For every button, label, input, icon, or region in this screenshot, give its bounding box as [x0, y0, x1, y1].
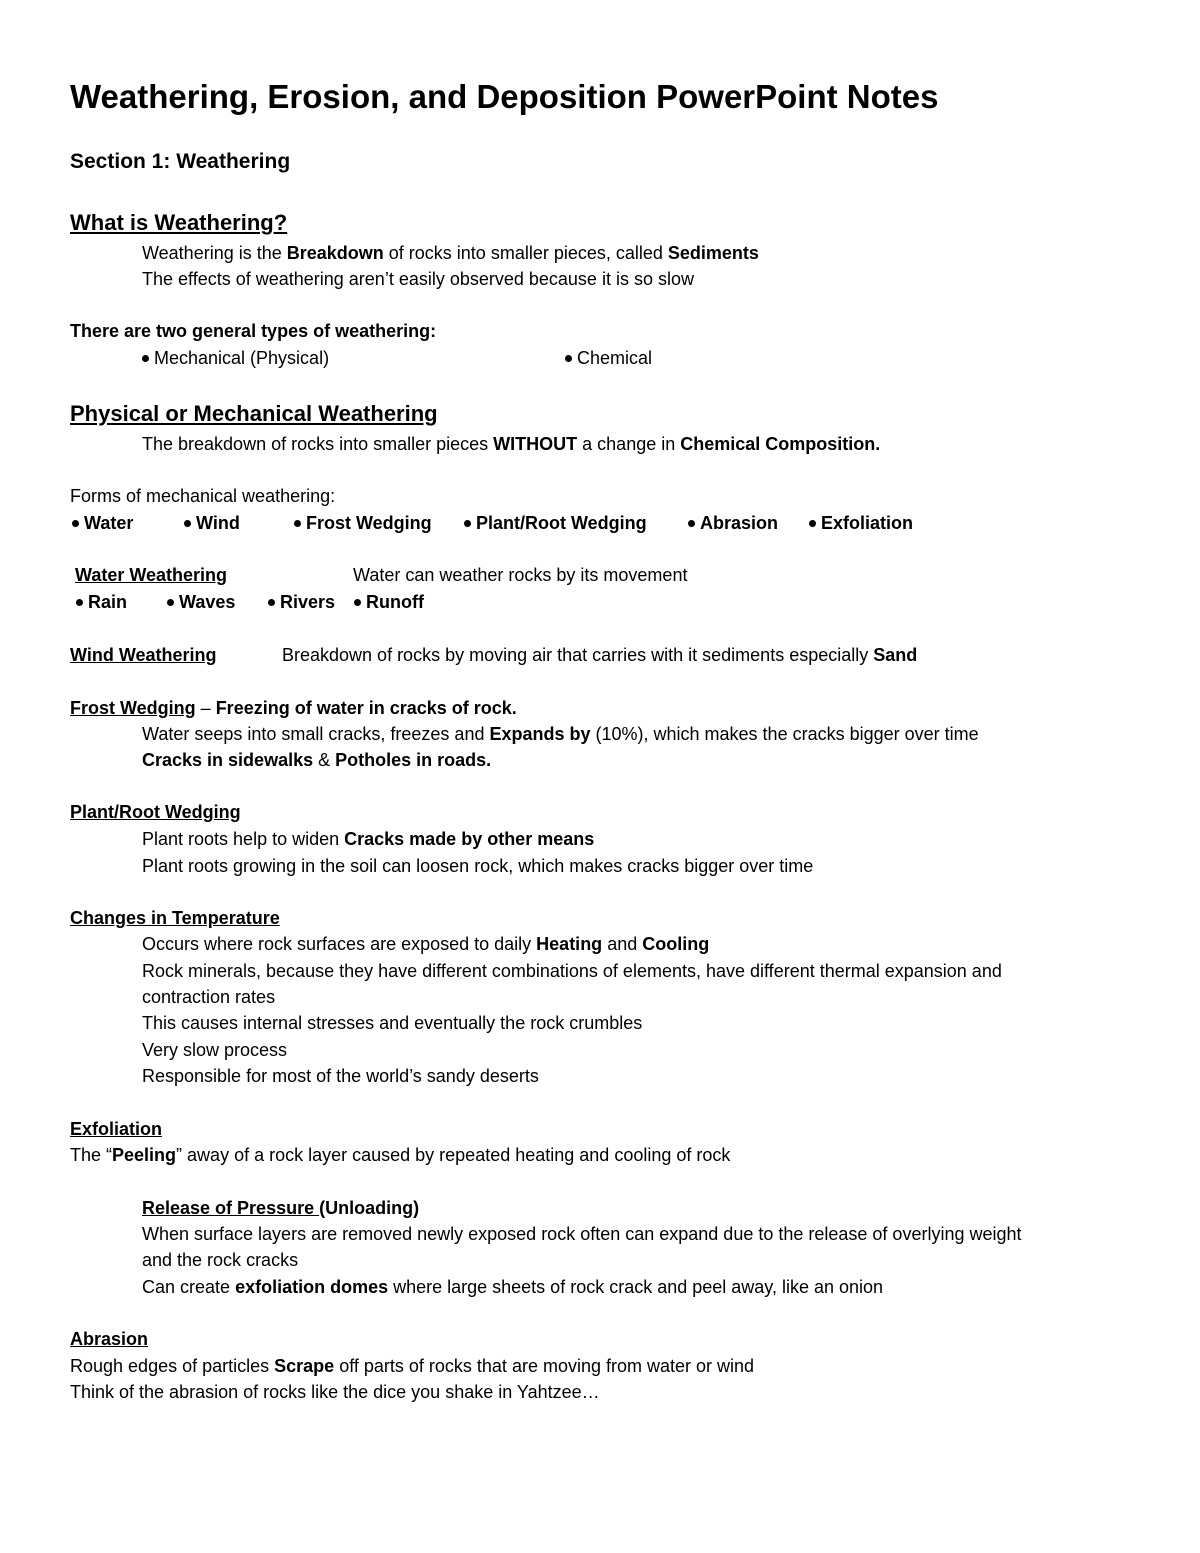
text-run-bold: Sediments — [667, 243, 759, 263]
release-heading: Release of Pressure — [142, 1198, 320, 1218]
text-run: Water seeps into small cracks, freezes and — [142, 724, 490, 744]
text-run: – — [195, 698, 216, 718]
text-run-bold: Sand — [873, 645, 918, 665]
form-water — [72, 512, 133, 534]
text-run: and — [602, 934, 643, 954]
abrasion-heading: Abrasion — [70, 1329, 149, 1349]
wind-description — [282, 644, 917, 666]
water-waves — [167, 591, 235, 613]
water-runoff — [354, 591, 424, 613]
text-run: Rough edges of particles — [70, 1356, 275, 1376]
text-run-bold: Chemical Composition. — [680, 434, 881, 454]
forms-heading: Forms of mechanical weathering: — [70, 486, 336, 506]
temp-line-3: contraction rates — [142, 987, 276, 1007]
frost-subtitle: Freezing of water in cracks of rock. — [215, 698, 517, 718]
release-line-1: When surface layers are removed newly exposed rock often can expand due to the release of overlying weight — [142, 1224, 1022, 1244]
type-mechanical — [142, 347, 329, 369]
bullet-icon — [565, 355, 572, 362]
text-run: Plant roots help to widen — [142, 829, 345, 849]
type-label: Mechanical (Physical) — [154, 348, 330, 368]
temp-line-6: Responsible for most of the world’s sandy deserts — [142, 1066, 539, 1086]
text-run-bold: Cracks in sidewalks — [142, 750, 314, 770]
bullet-icon — [294, 520, 301, 527]
document-title: Weathering, Erosion, and Deposition PowerPoint Notes — [70, 78, 939, 115]
text-run-bold: Heating — [536, 934, 603, 954]
temp-line-2: Rock minerals, because they have different combinations of elements, have different thermal expansion and — [142, 961, 1002, 981]
form-exfoliation — [809, 512, 913, 534]
type-label: Chemical — [577, 348, 653, 368]
bullet-icon — [167, 599, 174, 606]
wind-heading: Wind Weathering — [70, 645, 217, 665]
bullet-icon — [72, 520, 79, 527]
release-paren: (Unloading) — [319, 1198, 420, 1218]
frost-heading: Frost Wedging — [70, 698, 196, 718]
form-wind — [184, 512, 240, 534]
water-rivers — [268, 591, 335, 613]
form-label: Abrasion — [700, 513, 779, 533]
physical-definition — [142, 433, 880, 455]
water-item-label: Runoff — [366, 592, 424, 612]
text-run: The breakdown of rocks into smaller pieces — [142, 434, 494, 454]
text-run-bold: Potholes in roads. — [335, 750, 492, 770]
plant-line-1 — [142, 828, 594, 850]
exfoliation-line-1 — [70, 1144, 730, 1166]
text-run-bold: WITHOUT — [493, 434, 578, 454]
text-run: The “ — [70, 1145, 113, 1165]
physical-heading: Physical or Mechanical Weathering — [70, 401, 438, 426]
text-run-bold: Cooling — [642, 934, 710, 954]
types-heading: There are two general types of weathering: — [70, 321, 437, 341]
text-run-bold: Breakdown — [286, 243, 384, 263]
text-run: a change in — [577, 434, 681, 454]
form-label: Water — [84, 513, 134, 533]
text-run-bold: Peeling — [112, 1145, 177, 1165]
text-run: off parts of rocks that are moving from water or wind — [334, 1356, 755, 1376]
bullet-icon — [268, 599, 275, 606]
release-line-3 — [142, 1276, 883, 1298]
temp-line-4: This causes internal stresses and eventually the rock crumbles — [142, 1013, 643, 1033]
text-run: Occurs where rock surfaces are exposed to daily — [142, 934, 537, 954]
bullet-icon — [142, 355, 149, 362]
form-abrasion — [688, 512, 778, 534]
text-run-bold: Cracks made by other means — [344, 829, 595, 849]
frost-heading-line — [70, 697, 517, 719]
bullet-icon — [464, 520, 471, 527]
water-item-label: Waves — [179, 592, 236, 612]
what-heading: What is Weathering? — [70, 210, 288, 235]
water-rain — [76, 591, 127, 613]
text-run: (10%), which makes the cracks bigger over time — [590, 724, 979, 744]
water-heading: Water Weathering — [75, 565, 228, 585]
text-run: Weathering is the — [142, 243, 287, 263]
bullet-icon — [76, 599, 83, 606]
text-run-bold: Scrape — [274, 1356, 335, 1376]
exfoliation-heading: Exfoliation — [70, 1119, 163, 1139]
abrasion-line-1 — [70, 1355, 754, 1377]
water-item-label: Rivers — [280, 592, 336, 612]
form-label: Exfoliation — [821, 513, 914, 533]
bullet-icon — [184, 520, 191, 527]
text-run: where large sheets of rock crack and peel away, like an onion — [388, 1277, 884, 1297]
bullet-icon — [809, 520, 816, 527]
release-heading-line — [142, 1197, 419, 1219]
water-item-label: Rain — [88, 592, 128, 612]
text-run: & — [313, 750, 336, 770]
what-line-1 — [142, 242, 759, 264]
text-run: of rocks into smaller pieces, called — [383, 243, 668, 263]
form-label: Wind — [196, 513, 240, 533]
text-run: Can create — [142, 1277, 236, 1297]
bullet-icon — [354, 599, 361, 606]
temp-line-1 — [142, 933, 709, 955]
release-line-2: and the rock cracks — [142, 1250, 299, 1270]
form-label: Plant/Root Wedging — [476, 513, 647, 533]
text-run-bold: Expands by — [489, 724, 591, 744]
text-run: Breakdown of rocks by moving air that carries with it sediments especially — [282, 645, 874, 665]
temp-line-5: Very slow process — [142, 1040, 288, 1060]
water-description: Water can weather rocks by its movement — [353, 565, 688, 585]
plant-heading: Plant/Root Wedging — [70, 802, 241, 822]
text-run: ” away of a rock layer caused by repeated heating and cooling of rock — [176, 1145, 731, 1165]
plant-line-2: Plant roots growing in the soil can loosen rock, which makes cracks bigger over time — [142, 856, 814, 876]
section-title: Section 1: Weathering — [70, 150, 291, 173]
frost-line-2 — [142, 749, 491, 771]
bullet-icon — [688, 520, 695, 527]
text-run-bold: exfoliation domes — [235, 1277, 389, 1297]
form-frost-wedging — [294, 512, 432, 534]
abrasion-line-2: Think of the abrasion of rocks like the dice you shake in Yahtzee… — [70, 1382, 600, 1402]
type-chemical — [565, 347, 652, 369]
form-plant-root-wedging — [464, 512, 647, 534]
form-label: Frost Wedging — [306, 513, 432, 533]
temp-heading: Changes in Temperature — [70, 908, 280, 928]
frost-line-1 — [142, 723, 979, 745]
what-line-2: The effects of weathering aren’t easily observed because it is so slow — [142, 269, 694, 289]
